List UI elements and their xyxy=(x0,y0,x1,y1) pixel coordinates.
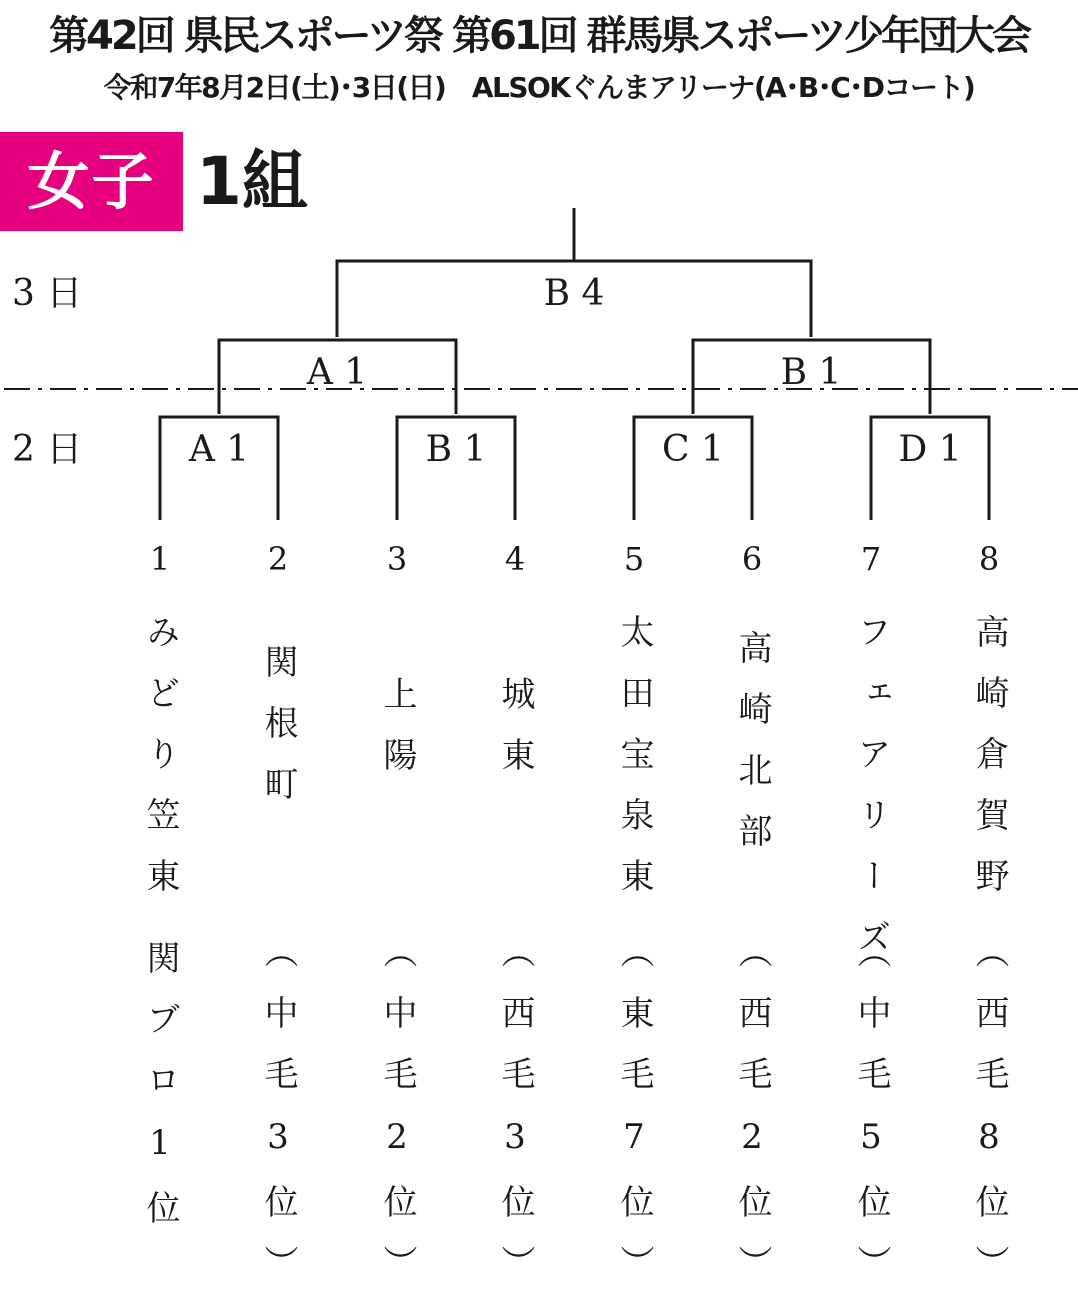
round1-b-label: B 1 xyxy=(425,429,487,470)
team-8-name: 高崎倉賀野 xyxy=(969,614,1009,919)
seed-8: 8 xyxy=(978,540,1000,578)
team-6-name: 高崎北部 xyxy=(732,630,772,874)
round1-a-label: A 1 xyxy=(188,429,250,470)
team-7-qualification: ︵中毛5位︶ xyxy=(851,934,891,1306)
semi-right-label: B 1 xyxy=(780,352,842,393)
team-7-name: フェアリーズ xyxy=(851,614,891,980)
day3-label: 3 日 xyxy=(12,273,83,314)
team-8-qualification: ︵西毛8位︶ xyxy=(969,934,1009,1306)
team-6-qualification: ︵西毛2位︶ xyxy=(732,934,772,1306)
event-title: 第42回 県民スポーツ祭 第61回 群馬県スポーツ少年団大会 xyxy=(49,13,1029,59)
team-4-qualification: ︵西毛3位︶ xyxy=(495,934,535,1306)
round1-c-label: C 1 xyxy=(662,429,724,470)
event-subtitle: 令和7年8月2日(土)･3日(日) ALSOKぐんまアリーナ(A･B･C･Dコート) xyxy=(103,71,975,104)
team-5-name: 太田宝泉東 xyxy=(614,614,654,919)
team-1-qualification: 関ブロ1位 xyxy=(140,940,180,1251)
final-label: B 4 xyxy=(543,273,605,314)
round1-d-label: D 1 xyxy=(898,429,962,470)
team-5-qualification: ︵東毛7位︶ xyxy=(614,934,654,1306)
seed-5: 5 xyxy=(623,540,645,578)
seed-2: 2 xyxy=(267,540,289,578)
team-2-qualification: ︵中毛3位︶ xyxy=(258,934,298,1306)
category-badge: 女子 xyxy=(0,132,183,231)
team-2-name: 関根町 xyxy=(258,644,298,827)
day2-label: 2 日 xyxy=(12,429,83,470)
seed-3: 3 xyxy=(386,540,408,578)
seed-4: 4 xyxy=(504,540,526,578)
seed-6: 6 xyxy=(741,540,763,578)
seed-1: 1 xyxy=(149,540,171,578)
semi-left-label: A 1 xyxy=(306,352,368,393)
team-3-name: 上陽 xyxy=(377,676,417,798)
team-1-name: みどり笠東 xyxy=(140,614,180,919)
group-label: 1組 xyxy=(196,143,308,220)
team-3-qualification: ︵中毛2位︶ xyxy=(377,934,417,1306)
seed-7: 7 xyxy=(860,540,882,578)
team-4-name: 城東 xyxy=(495,676,535,798)
